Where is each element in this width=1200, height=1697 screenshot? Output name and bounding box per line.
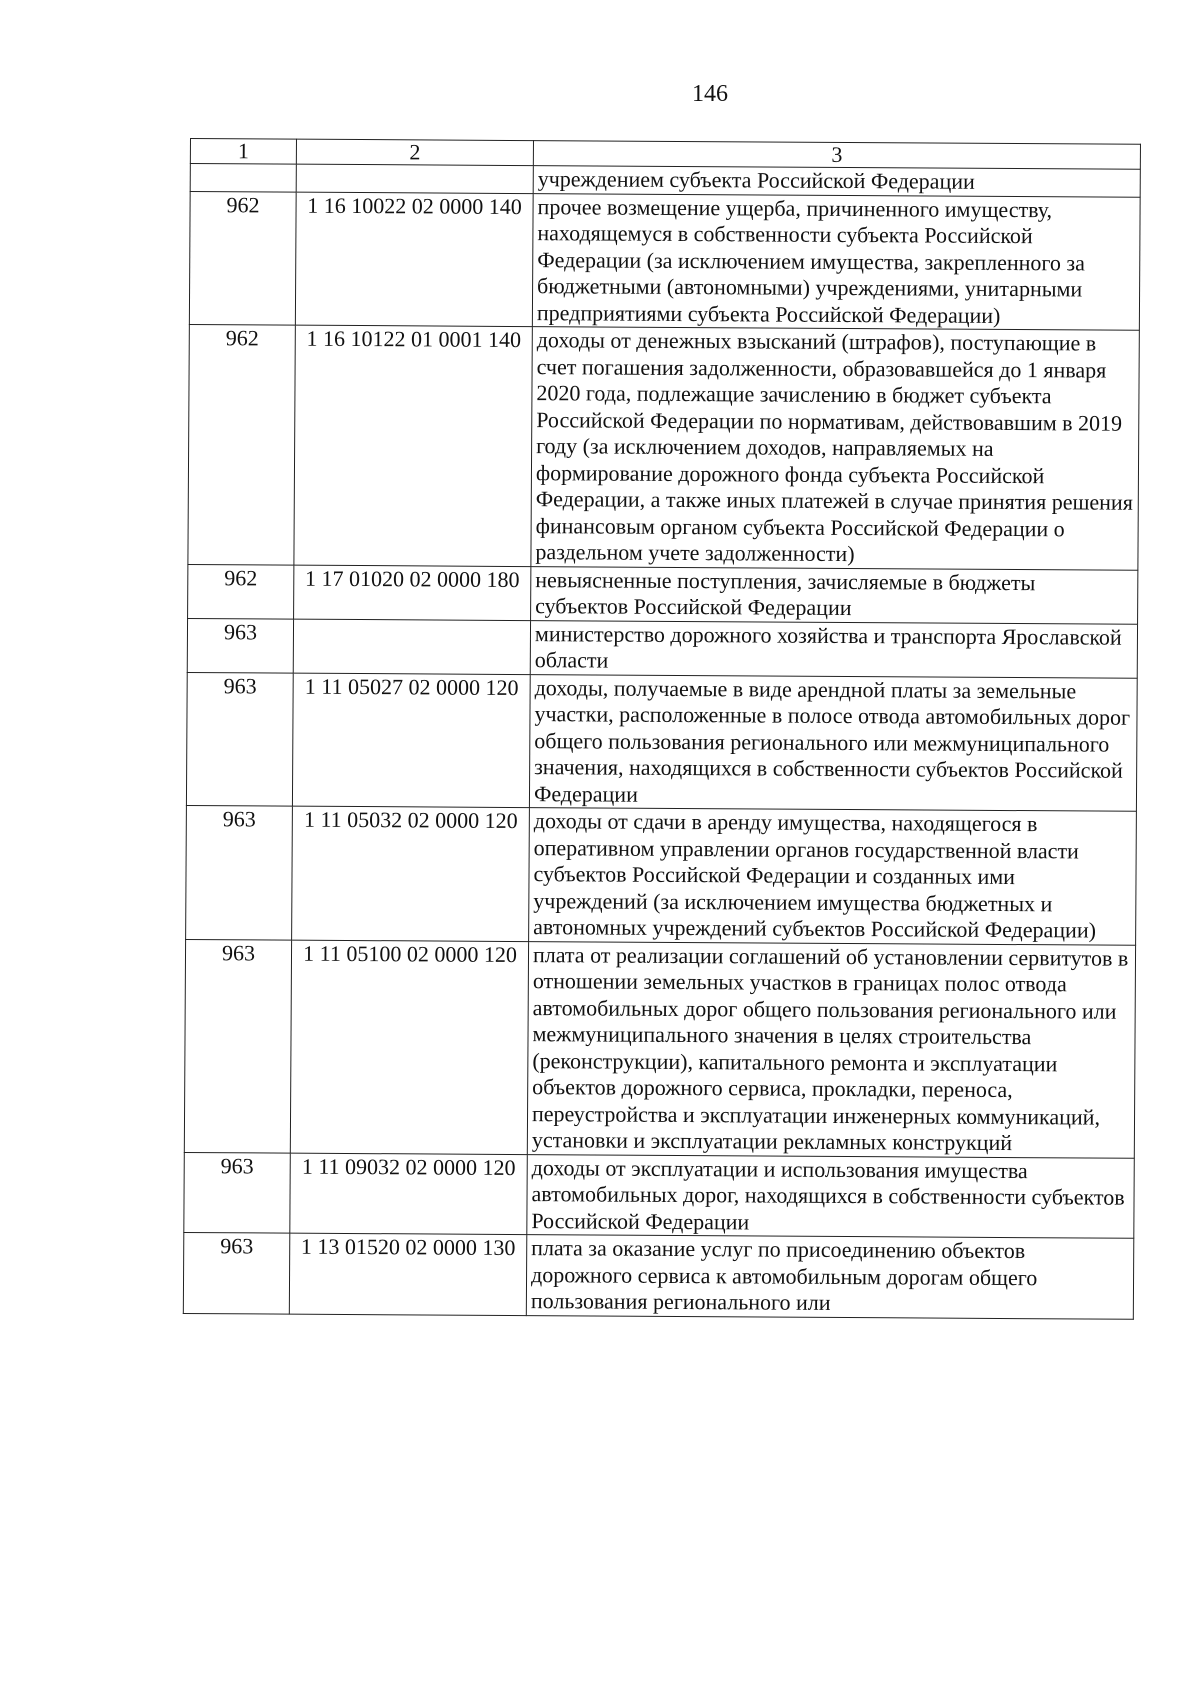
admin-code-cell: 963 [186, 672, 293, 806]
admin-code-cell: 963 [184, 939, 291, 1153]
table-row [188, 324, 1139, 569]
column-header-2: 2 [296, 139, 533, 165]
description-cell: доходы от эксплуатации и использования имущества автомобильных дорог, находящихся в собственности субъектов Российской Федерации [527, 1154, 1134, 1238]
table-row [183, 1232, 1133, 1318]
description-cell: доходы от сдачи в аренду имущества, находящегося в оперативном управлении органов государственной власти субъектов Российской Федерации и созданных ими учреждений (за исключением имущества бюджетных и автономных учреждений субъектов Российской Федерации) [529, 808, 1137, 945]
description-cell: прочее возмещение ущерба, причиненного имуществу, находящемуся в собственности субъекта Российской Федерации (за исключением имущества, закрепленного за бюджетными (автономными) учреждениями, унитарными предприятиями субъекта Российской Федерации) [532, 193, 1140, 330]
table-row [188, 564, 1138, 624]
budget-code-cell: 1 11 05100 02 0000 120 [290, 940, 528, 1154]
page-number: 146 [692, 81, 728, 107]
admin-code-cell: 963 [187, 618, 293, 673]
description-cell: плата от реализации соглашений об установлении сервитутов в отношении земельных участков в границах полос отвода автомобильных дорог общего пользования регионального или межмуниципального значения в целях строительства (реконструкции), капитального ремонта и эксплуатации объектов дорожного сервиса, прокладки, переноса, переустройства и эксплуатации инженерных коммуникаций, установки и эксплуатации рекламных конструкций [527, 941, 1135, 1158]
description-cell: доходы от денежных взысканий (штрафов), поступающие в счет погашения задолженности, образовавшейся до 1 января 2020 года, подлежащие зачислению в бюджет субъекта Российской Федерации по нормативам, действовавшим в 2019 году (за исключением доходов, направляемых на формирование дорожного фонда субъекта Российской Федерации, а также иных платежей в случае принятия решения финансовым органом субъекта Российской Федерации о раздельном учете задолженности) [531, 327, 1139, 570]
budget-code-cell [293, 619, 530, 674]
table-row [186, 805, 1137, 944]
admin-code-cell: 962 [188, 564, 294, 619]
column-header-1: 1 [190, 139, 296, 165]
admin-code-cell [190, 164, 296, 192]
admin-code-cell: 963 [183, 1232, 289, 1313]
budget-code-cell: 1 11 05032 02 0000 120 [292, 806, 530, 941]
document-sheet [183, 138, 1140, 1319]
description-cell: учреждением субъекта Российской Федерации [533, 166, 1140, 197]
budget-code-cell: 1 17 01020 02 0000 180 [294, 565, 531, 620]
budget-code-cell: 1 16 10122 01 0001 140 [294, 325, 532, 566]
admin-code-cell: 962 [189, 191, 296, 325]
budget-code-cell [296, 164, 533, 193]
budget-code-cell: 1 11 09032 02 0000 120 [290, 1153, 527, 1235]
description-cell: министерство дорожного хозяйства и транспорта Ярославской области [530, 620, 1137, 678]
table-row [184, 939, 1135, 1158]
budget-code-cell: 1 13 01520 02 0000 130 [289, 1233, 526, 1315]
budget-code-cell: 1 16 10022 02 0000 140 [295, 192, 533, 327]
column-header-3: 3 [533, 141, 1140, 170]
description-cell: доходы, получаемые в виде арендной платы за земельные участки, расположенные в полосе отвода автомобильных дорог общего пользования регионального или межмуниципального значения, находящихся в собственности субъектов Российской Федерации [529, 674, 1137, 811]
budget-code-cell: 1 11 05027 02 0000 120 [292, 673, 530, 808]
revenue-codes-table [183, 138, 1141, 1319]
admin-code-cell: 962 [188, 324, 295, 564]
table-row [187, 618, 1137, 678]
table-body [183, 139, 1140, 1319]
table-row [186, 672, 1137, 811]
description-cell: невыясненные поступления, зачисляемые в бюджеты субъектов Российской Федерации [531, 566, 1138, 624]
admin-code-cell: 963 [184, 1152, 290, 1233]
table-row [189, 191, 1140, 330]
description-cell: плата за оказание услуг по присоединению объектов дорожного сервиса к автомобильным дорогам общего пользования регионального или [526, 1235, 1133, 1319]
admin-code-cell: 963 [186, 805, 293, 939]
table-row [184, 1152, 1134, 1238]
